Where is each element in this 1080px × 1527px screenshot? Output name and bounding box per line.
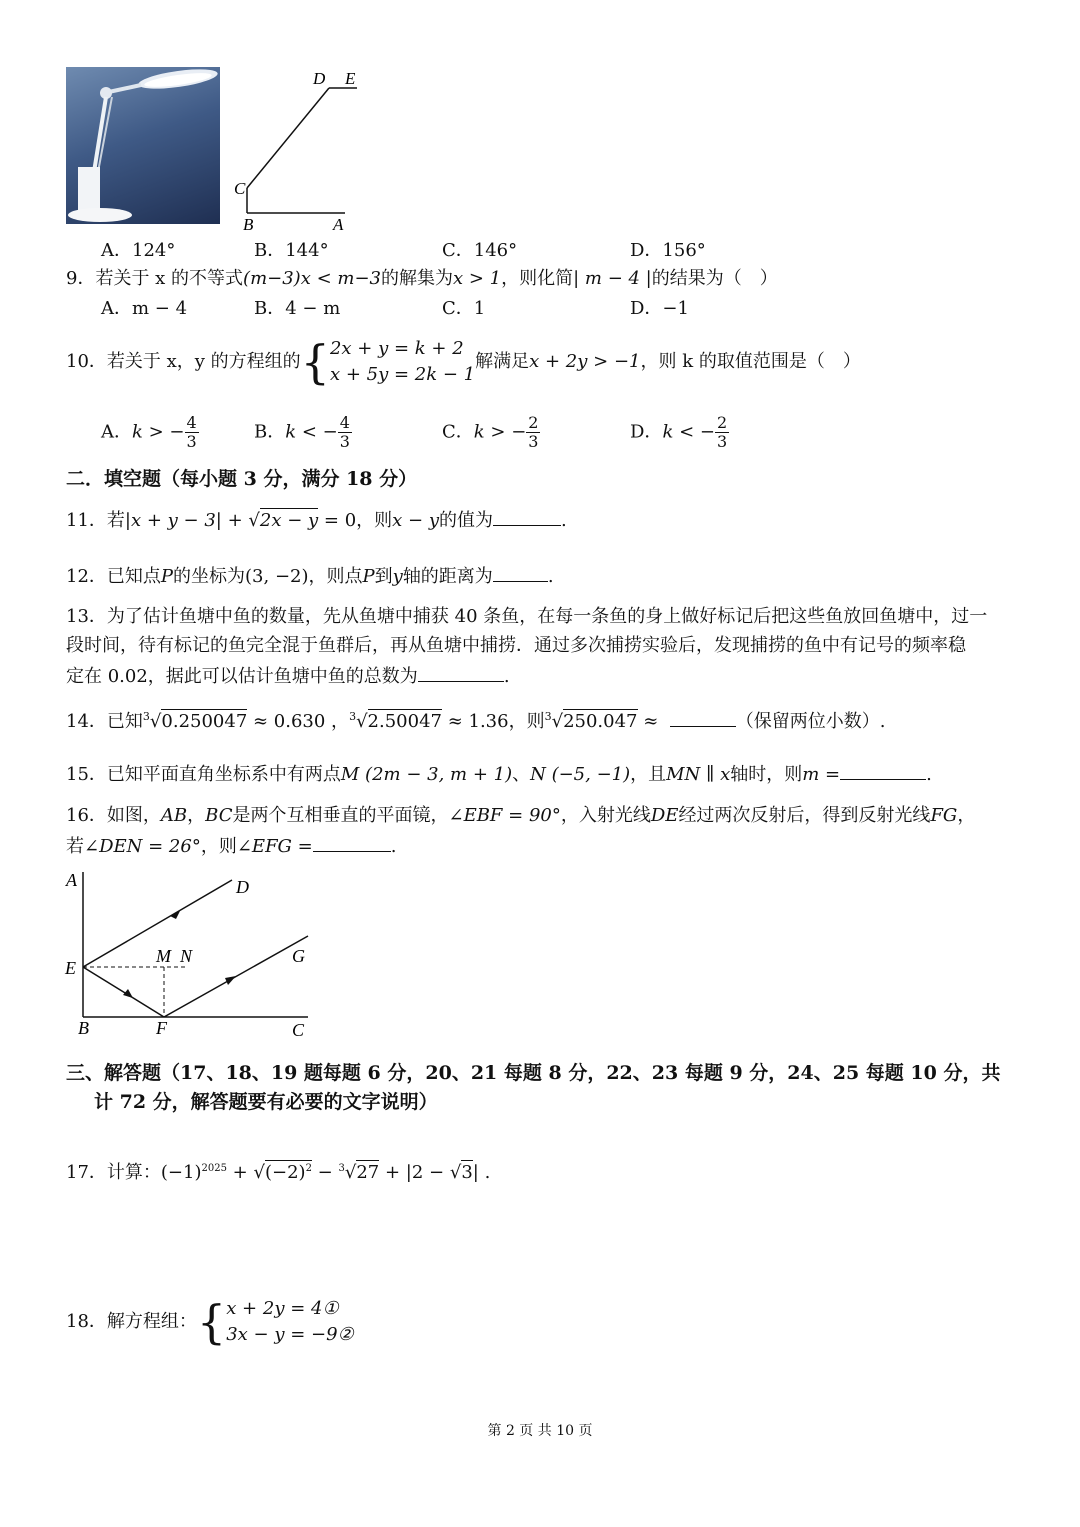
denominator: 3 [186, 432, 197, 451]
sqrt-sign: √ [356, 711, 368, 732]
q9-option-b[interactable]: B．4 − m [254, 298, 341, 319]
label-f: F [156, 1018, 167, 1038]
q10-prefix: 10．若关于 x，y 的方程组的 [66, 351, 301, 372]
q11-mid: ，则 [356, 510, 393, 531]
q10-option-d-lhs: k < − [662, 421, 715, 443]
q10-option-c-lhs: k > − [473, 421, 527, 443]
label-b: B [78, 1018, 89, 1038]
q12-suffix: 轴的距离为 [402, 566, 493, 587]
page-footer: 第 2 页 共 10 页 [487, 1423, 593, 1439]
ray-ef [83, 967, 164, 1017]
q18-system [226, 1296, 354, 1348]
mirror-reflection-figure [60, 866, 320, 1046]
cube-index: 3 [338, 1163, 345, 1174]
q16-text: 经过两次反射后，得到反射光线 [678, 805, 931, 826]
q13-end: . [503, 666, 510, 687]
q17-prefix: 17．计算： [66, 1162, 161, 1183]
q13-answer-blank[interactable] [418, 663, 504, 682]
q18-eq2: 3x − y = −9② [226, 1324, 354, 1345]
q11-expr: x − y [392, 510, 440, 531]
section-3-heading-line1: 三、解答题（17、18、19 题每题 6 分，20、21 每题 8 分，22、23 每题 9 分，24、25 每题 10 分，共 [66, 1062, 1001, 1084]
q9-suffix: 的结果为（ ） [651, 268, 778, 289]
q17 [66, 1157, 490, 1185]
q15-condition: MN ∥ x [666, 764, 731, 785]
denominator: 3 [716, 432, 728, 451]
q16-answer-blank[interactable] [313, 833, 391, 852]
q10-option-b-lhs: k < − [285, 421, 338, 443]
q17-minus: − [311, 1162, 339, 1183]
sqrt-sign: √ [449, 1162, 462, 1183]
label-n: N [180, 946, 193, 966]
q17-root1: (−2) [264, 1162, 306, 1183]
q16-fg: FG [930, 805, 958, 826]
q11-suffix: 的值为 [439, 510, 494, 531]
arrow-head [225, 976, 236, 985]
q11-root: 2x − y [259, 510, 319, 531]
q14-root1: 0.250047 [161, 711, 248, 732]
numerator: 4 [186, 413, 197, 432]
q10-option-a-lhs: k > − [132, 421, 185, 443]
q15 [66, 761, 932, 787]
angle-figure-q8 [225, 66, 375, 236]
q12-answer-blank[interactable] [493, 563, 548, 582]
q10-option-a[interactable] [101, 414, 199, 451]
q15-end: . [926, 764, 932, 785]
q11-prefix: 11．若 [66, 510, 125, 531]
label-d: D [313, 69, 326, 88]
q14-prefix: 14．已知 [66, 711, 143, 732]
label-a: A [333, 215, 344, 234]
label-g: G [292, 946, 305, 966]
q9-option-a[interactable]: A．m − 4 [101, 298, 188, 319]
label-e: E [345, 69, 356, 88]
abs-bar: | [405, 1162, 412, 1183]
q9-inequality: (m−3)x < m−3 [243, 268, 381, 289]
q17-exp1: 2025 [201, 1163, 227, 1174]
q8-option-c[interactable]: C．146° [442, 240, 518, 261]
q16-angle-efg: ∠EFG = [236, 836, 313, 857]
q16-angle-ebf: ∠EBF = 90° [448, 805, 561, 826]
q15-point-n: N (−5, −1) [530, 764, 631, 785]
q10-option-a-label: A． [101, 421, 132, 443]
q17-plus: + [379, 1162, 406, 1183]
fraction [526, 414, 540, 451]
label-b: B [243, 215, 254, 234]
sqrt-sign: √ [149, 711, 162, 732]
q14 [66, 705, 886, 734]
q9-mid: 的解集为 [380, 268, 453, 289]
q10-stem [66, 336, 861, 388]
q17-root3: 3 [461, 1162, 473, 1183]
q16-ab: AB [160, 805, 188, 826]
q11-plus: + [221, 510, 249, 531]
numerator: 2 [528, 413, 539, 432]
q11 [66, 507, 567, 533]
q13-line3 [66, 663, 510, 689]
q16-text: 是两个互相垂直的平面镜， [232, 805, 449, 826]
q16-de: DE [650, 805, 679, 826]
q13-line2: 段时间，待有标记的鱼完全混于鱼群后，再从鱼塘中捕捞．通过多次捕捞实验后，发现捕捞的鱼中有记号的频率稳 [66, 635, 966, 656]
q10-eq2: x + 5y = 2k − 1 [329, 364, 476, 385]
q9-option-d[interactable]: D．−1 [630, 298, 689, 319]
q10-suffix: ，则 k 的取值范围是（ ） [640, 351, 861, 372]
q9-option-c[interactable]: C．1 [442, 298, 486, 319]
q10-mid: 解满足 [475, 351, 530, 372]
q15-sep: 、 [512, 764, 531, 785]
q8-option-d[interactable]: D．156° [630, 240, 706, 261]
abs-bar: | [472, 1162, 479, 1183]
q12-mid: 的坐标为 [173, 566, 246, 587]
q13-line3-text: 定在 0.02，据此可以估计鱼塘中鱼的总数为 [66, 666, 418, 687]
q12 [66, 563, 554, 589]
label-e: E [65, 958, 76, 978]
q11-abs: |x + y − 3| [124, 510, 222, 531]
sqrt-sign: √ [248, 510, 260, 531]
q11-answer-blank[interactable] [493, 507, 561, 526]
label-m: M [156, 946, 171, 966]
q15-prefix: 15．已知平面直角坐标系中有两点 [66, 764, 341, 785]
q14-suffix: （保留两位小数）. [735, 711, 886, 732]
q16-sep: ， [187, 805, 206, 826]
q16-line1 [66, 804, 975, 828]
q16-text: ，入射光线 [560, 805, 651, 826]
q14-value2: ≈ 1.36，则 [441, 711, 545, 732]
q15-mid2: 轴时，则 [730, 764, 803, 785]
brace: { [300, 335, 330, 389]
q12-end: . [547, 566, 554, 587]
q10-eq1: 2x + y = k + 2 [329, 338, 464, 359]
q16-angle-den: ∠DEN = 26° [84, 836, 201, 857]
sqrt-sign: √ [551, 711, 564, 732]
q9-abs: | m − 4 | [573, 268, 652, 289]
q18 [66, 1296, 354, 1348]
q9-prefix: 9．若关于 x 的不等式 [66, 268, 244, 289]
fraction [338, 414, 352, 451]
cube-index: 3 [544, 710, 552, 723]
section-3-heading-line2: 计 72 分，解答题要有必要的文字说明） [94, 1091, 438, 1113]
q17-exp2: 2 [305, 1163, 312, 1174]
q15-answer-blank[interactable] [840, 761, 926, 780]
q12-p2: P [362, 566, 375, 587]
fraction [185, 414, 199, 451]
q15-var: m = [802, 764, 841, 785]
q10-option-c[interactable] [442, 414, 540, 451]
fraction [715, 414, 729, 451]
label-d: D [236, 877, 249, 897]
q16-text: 若 [66, 836, 84, 857]
sqrt-sign: √ [253, 1162, 265, 1183]
q10-option-b[interactable] [254, 414, 352, 451]
q10-system [330, 336, 475, 388]
q18-eq1: x + 2y = 4① [226, 1298, 339, 1319]
segment-cd [247, 88, 329, 188]
q12-mid2: ，则点 [308, 566, 363, 587]
q9-solution: x > 1 [452, 268, 502, 289]
q8-option-b[interactable]: B．144° [254, 240, 329, 261]
label-a: A [66, 870, 77, 890]
cube-index: 3 [349, 710, 357, 723]
q12-axis: y [392, 566, 403, 587]
q16-bc: BC [205, 805, 233, 826]
q10-option-d-label: D． [630, 421, 663, 443]
brace: { [196, 1295, 227, 1349]
q14-root2: 2.50047 [367, 711, 442, 732]
q11-eq: = 0 [318, 510, 357, 531]
sqrt-sign: √ [344, 1162, 357, 1183]
q8-option-a[interactable]: A．124° [101, 240, 176, 261]
section-2-heading: 二．填空题（每小题 3 分，满分 18 分） [66, 468, 418, 490]
q14-value3: ≈ [637, 711, 659, 732]
q17-abs: 2 − [411, 1162, 450, 1183]
q16-text: ， [957, 805, 976, 826]
q16-line2 [66, 833, 396, 859]
q10-option-b-label: B． [254, 421, 286, 443]
q12-prefix: 12．已知点 [66, 566, 161, 587]
arrow-head [123, 989, 133, 998]
cube-index: 3 [142, 710, 150, 723]
q17-term1: (−1) [160, 1162, 202, 1183]
q12-mid3: 到 [374, 566, 393, 587]
q10-option-c-label: C． [442, 421, 474, 443]
q17-cube-root: 27 [356, 1162, 380, 1183]
q15-mid: ，且 [630, 764, 667, 785]
q13-line1: 13．为了估计鱼塘中鱼的数量，先从鱼塘中捕获 40 条鱼，在每一条鱼的身上做好标记后把这些鱼放回鱼塘中，过一 [66, 606, 988, 627]
q17-end: . [478, 1162, 491, 1183]
q14-root3: 250.047 [563, 711, 638, 732]
q9-mid2: ，则化简 [501, 268, 574, 289]
q10-condition: x + 2y > −1 [529, 351, 641, 372]
q14-value1: ≈ 0.630 ， [247, 711, 350, 732]
q9-stem [66, 267, 778, 291]
q18-prefix: 18．解方程组： [66, 1311, 197, 1332]
q14-answer-blank[interactable] [670, 708, 736, 727]
denominator: 3 [339, 432, 350, 451]
q16-end: . [390, 836, 397, 857]
label-c: C [234, 179, 246, 198]
q12-p: P [160, 566, 174, 587]
numerator: 4 [339, 413, 350, 432]
q16-text: ，则 [200, 836, 237, 857]
q17-plus: + [226, 1162, 254, 1183]
denominator: 3 [528, 432, 539, 451]
q10-option-d[interactable] [630, 414, 729, 451]
numerator: 2 [716, 413, 728, 432]
q16-text: 16．如图， [66, 805, 161, 826]
label-c: C [292, 1020, 305, 1040]
q11-end: . [561, 510, 567, 531]
desk-lamp-photo [66, 67, 220, 224]
q12-coord: (3, −2) [245, 566, 309, 587]
q15-point-m: M (2m − 3, m + 1) [340, 764, 513, 785]
